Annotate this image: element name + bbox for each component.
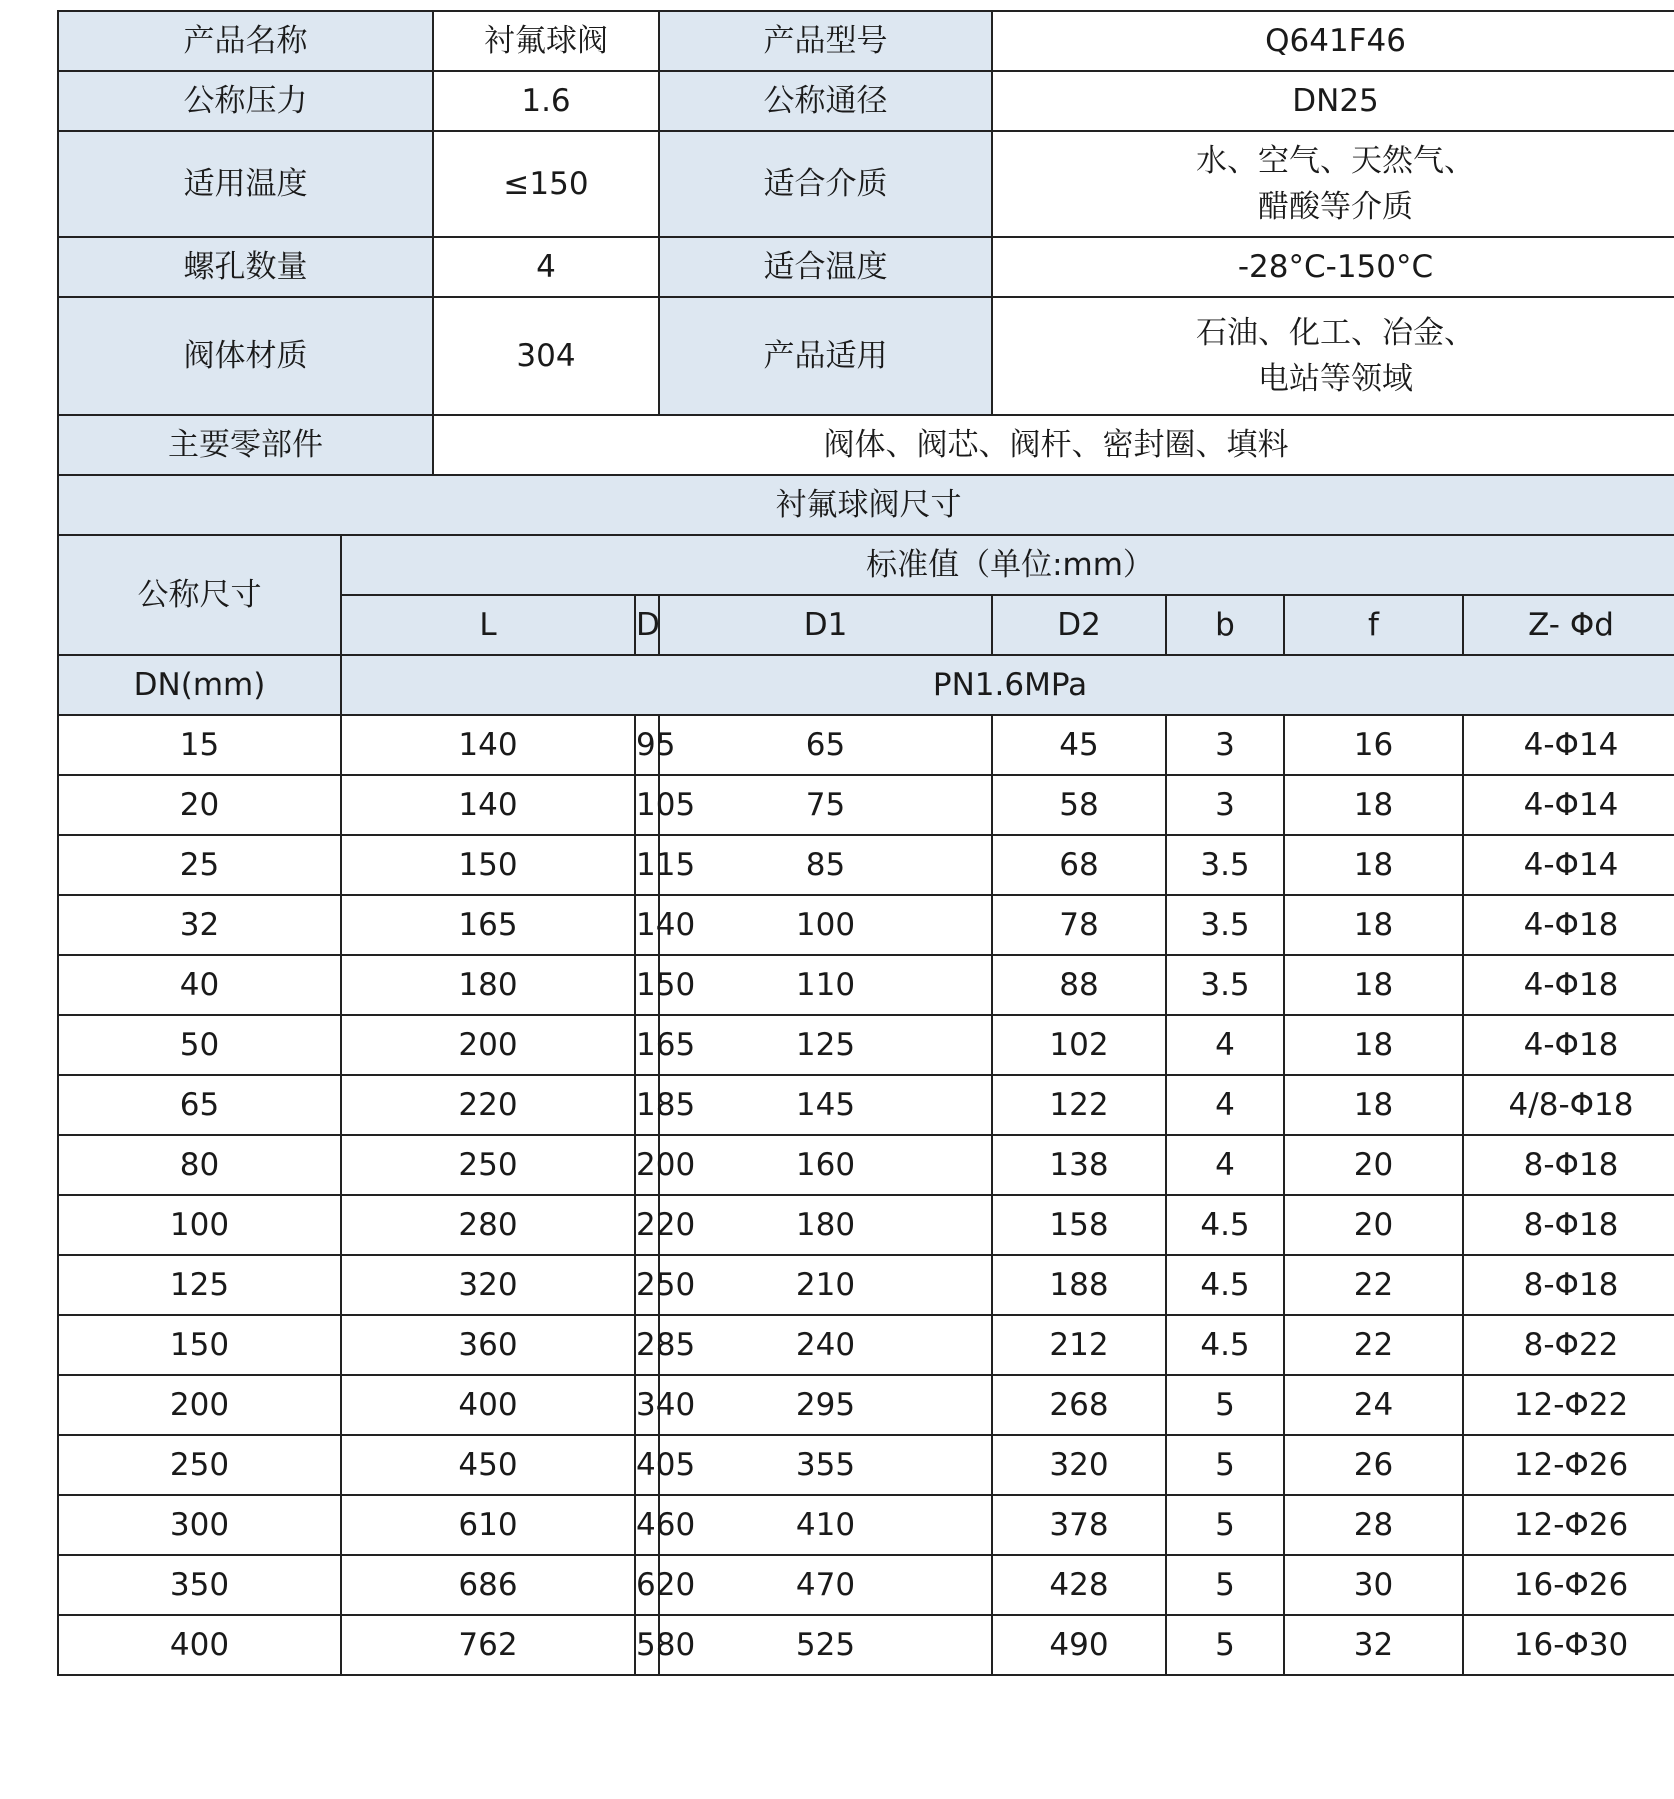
table-row xyxy=(58,715,1674,775)
z-phi-d-cell: 16-Φ26 xyxy=(1463,1555,1674,1615)
b-cell: 5 xyxy=(1166,1555,1284,1615)
f-cell: 18 xyxy=(1284,1075,1463,1135)
d-cell: 220 xyxy=(635,1195,659,1255)
dn-cell: 32 xyxy=(58,895,341,955)
b-cell: 3 xyxy=(1166,715,1284,775)
b-cell: 4 xyxy=(1166,1075,1284,1135)
dn-cell: 80 xyxy=(58,1135,341,1195)
l-cell: 320 xyxy=(341,1255,635,1315)
f-cell: 18 xyxy=(1284,895,1463,955)
valve-spec-table xyxy=(57,10,1674,1676)
d-cell: 285 xyxy=(635,1315,659,1375)
table-row xyxy=(58,835,1674,895)
b-cell: 3.5 xyxy=(1166,955,1284,1015)
d1-cell: 525 xyxy=(659,1615,992,1675)
temperature-label: 适用温度 xyxy=(58,131,433,237)
bolt-count-value: 4 xyxy=(433,237,659,297)
z-phi-d-cell: 8-Φ18 xyxy=(1463,1255,1674,1315)
dn-cell: 300 xyxy=(58,1495,341,1555)
suit-temperature-value: -28°C-150°C xyxy=(992,237,1674,297)
temperature-value: ≤150 xyxy=(433,131,659,237)
z-phi-d-cell: 8-Φ18 xyxy=(1463,1135,1674,1195)
z-phi-d-cell: 4-Φ18 xyxy=(1463,1015,1674,1075)
table-row xyxy=(58,1075,1674,1135)
d2-cell: 78 xyxy=(992,895,1166,955)
table-row xyxy=(58,1255,1674,1315)
l-cell: 280 xyxy=(341,1195,635,1255)
d2-cell: 122 xyxy=(992,1075,1166,1135)
d-cell: 340 xyxy=(635,1375,659,1435)
column-header-d: D xyxy=(635,595,659,655)
z-phi-d-cell: 12-Φ26 xyxy=(1463,1435,1674,1495)
f-cell: 24 xyxy=(1284,1375,1463,1435)
d-cell: 580 xyxy=(635,1615,659,1675)
table-row xyxy=(58,1555,1674,1615)
d1-cell: 470 xyxy=(659,1555,992,1615)
product-model-label: 产品型号 xyxy=(659,11,992,71)
pressure-value: 1.6 xyxy=(433,71,659,131)
f-cell: 18 xyxy=(1284,775,1463,835)
d-cell: 115 xyxy=(635,835,659,895)
column-header-z-phi-d: Z- Φd xyxy=(1463,595,1674,655)
dn-cell: 25 xyxy=(58,835,341,895)
d-cell: 140 xyxy=(635,895,659,955)
table-row xyxy=(58,895,1674,955)
z-phi-d-cell: 12-Φ26 xyxy=(1463,1495,1674,1555)
dn-cell: 20 xyxy=(58,775,341,835)
info-row xyxy=(58,11,1674,71)
bore-label: 公称通径 xyxy=(659,71,992,131)
b-cell: 4 xyxy=(1166,1015,1284,1075)
dn-cell: 50 xyxy=(58,1015,341,1075)
column-header-l: L xyxy=(341,595,635,655)
l-cell: 360 xyxy=(341,1315,635,1375)
l-cell: 165 xyxy=(341,895,635,955)
d2-cell: 158 xyxy=(992,1195,1166,1255)
b-cell: 4.5 xyxy=(1166,1315,1284,1375)
pressure-label: 公称压力 xyxy=(58,71,433,131)
bolt-count-label: 螺孔数量 xyxy=(58,237,433,297)
medium-label: 适合介质 xyxy=(659,131,992,237)
d-cell: 185 xyxy=(635,1075,659,1135)
d2-cell: 320 xyxy=(992,1435,1166,1495)
l-cell: 686 xyxy=(341,1555,635,1615)
table-row xyxy=(58,1135,1674,1195)
d1-cell: 75 xyxy=(659,775,992,835)
f-cell: 22 xyxy=(1284,1315,1463,1375)
table-row xyxy=(58,1495,1674,1555)
l-cell: 150 xyxy=(341,835,635,895)
dimensions-title: 衬氟球阀尺寸 xyxy=(58,475,1674,535)
application-label: 产品适用 xyxy=(659,297,992,415)
info-row xyxy=(58,297,1674,415)
column-header-b: b xyxy=(1166,595,1284,655)
info-row xyxy=(58,71,1674,131)
b-cell: 4 xyxy=(1166,1135,1284,1195)
dn-cell: 250 xyxy=(58,1435,341,1495)
b-cell: 4.5 xyxy=(1166,1255,1284,1315)
dn-cell: 150 xyxy=(58,1315,341,1375)
dn-cell: 125 xyxy=(58,1255,341,1315)
d-cell: 105 xyxy=(635,775,659,835)
dn-unit-header: DN(mm) xyxy=(58,655,341,715)
dimension-header-row xyxy=(58,535,1674,595)
f-cell: 28 xyxy=(1284,1495,1463,1555)
info-row xyxy=(58,415,1674,475)
column-header-d2: D2 xyxy=(992,595,1166,655)
application-value-line1: 石油、化工、冶金、 xyxy=(1196,314,1476,351)
product-model-value: Q641F46 xyxy=(992,11,1674,71)
f-cell: 26 xyxy=(1284,1435,1463,1495)
parts-value: 阀体、阀芯、阀杆、密封圈、填料 xyxy=(433,415,1674,475)
d1-cell: 85 xyxy=(659,835,992,895)
d-cell: 460 xyxy=(635,1495,659,1555)
medium-value xyxy=(992,131,1674,237)
d2-cell: 188 xyxy=(992,1255,1166,1315)
f-cell: 20 xyxy=(1284,1195,1463,1255)
d1-cell: 110 xyxy=(659,955,992,1015)
z-phi-d-cell: 16-Φ30 xyxy=(1463,1615,1674,1675)
d1-cell: 210 xyxy=(659,1255,992,1315)
l-cell: 180 xyxy=(341,955,635,1015)
d-cell: 250 xyxy=(635,1255,659,1315)
b-cell: 5 xyxy=(1166,1615,1284,1675)
f-cell: 32 xyxy=(1284,1615,1463,1675)
d2-cell: 428 xyxy=(992,1555,1166,1615)
d1-cell: 125 xyxy=(659,1015,992,1075)
dn-cell: 65 xyxy=(58,1075,341,1135)
d1-cell: 145 xyxy=(659,1075,992,1135)
d-cell: 150 xyxy=(635,955,659,1015)
z-phi-d-cell: 4-Φ18 xyxy=(1463,955,1674,1015)
d2-cell: 88 xyxy=(992,955,1166,1015)
d2-cell: 45 xyxy=(992,715,1166,775)
f-cell: 18 xyxy=(1284,955,1463,1015)
z-phi-d-cell: 8-Φ18 xyxy=(1463,1195,1674,1255)
d2-cell: 212 xyxy=(992,1315,1166,1375)
z-phi-d-cell: 12-Φ22 xyxy=(1463,1375,1674,1435)
product-name-value: 衬氟球阀 xyxy=(433,11,659,71)
table-row xyxy=(58,1315,1674,1375)
d1-cell: 240 xyxy=(659,1315,992,1375)
d-cell: 405 xyxy=(635,1435,659,1495)
d1-cell: 180 xyxy=(659,1195,992,1255)
application-value xyxy=(992,297,1674,415)
pressure-class-header: PN1.6MPa xyxy=(341,655,1674,715)
z-phi-d-cell: 8-Φ22 xyxy=(1463,1315,1674,1375)
b-cell: 3.5 xyxy=(1166,895,1284,955)
l-cell: 610 xyxy=(341,1495,635,1555)
column-header-f: f xyxy=(1284,595,1463,655)
table-row xyxy=(58,1195,1674,1255)
z-phi-d-cell: 4-Φ14 xyxy=(1463,835,1674,895)
info-row xyxy=(58,237,1674,297)
column-header-d1: D1 xyxy=(659,595,992,655)
d2-cell: 68 xyxy=(992,835,1166,895)
f-cell: 30 xyxy=(1284,1555,1463,1615)
d2-cell: 58 xyxy=(992,775,1166,835)
z-phi-d-cell: 4-Φ18 xyxy=(1463,895,1674,955)
d1-cell: 160 xyxy=(659,1135,992,1195)
b-cell: 3 xyxy=(1166,775,1284,835)
d1-cell: 410 xyxy=(659,1495,992,1555)
l-cell: 140 xyxy=(341,775,635,835)
d2-cell: 378 xyxy=(992,1495,1166,1555)
table-row xyxy=(58,775,1674,835)
suit-temperature-label: 适合温度 xyxy=(659,237,992,297)
medium-value-line2: 醋酸等介质 xyxy=(1258,189,1414,225)
medium-value-line1: 水、空气、天然气、 xyxy=(1196,142,1476,179)
l-cell: 140 xyxy=(341,715,635,775)
d1-cell: 295 xyxy=(659,1375,992,1435)
section-title-row xyxy=(58,475,1674,535)
d1-cell: 100 xyxy=(659,895,992,955)
application-value-line2: 电站等领域 xyxy=(1258,361,1414,397)
b-cell: 5 xyxy=(1166,1495,1284,1555)
d2-cell: 102 xyxy=(992,1015,1166,1075)
z-phi-d-cell: 4-Φ14 xyxy=(1463,775,1674,835)
f-cell: 22 xyxy=(1284,1255,1463,1315)
l-cell: 250 xyxy=(341,1135,635,1195)
b-cell: 5 xyxy=(1166,1375,1284,1435)
standard-value-header: 标准值（单位:mm） xyxy=(341,535,1674,595)
d1-cell: 65 xyxy=(659,715,992,775)
f-cell: 18 xyxy=(1284,1015,1463,1075)
dn-cell: 200 xyxy=(58,1375,341,1435)
d2-cell: 268 xyxy=(992,1375,1166,1435)
d1-cell: 355 xyxy=(659,1435,992,1495)
f-cell: 18 xyxy=(1284,835,1463,895)
table-row xyxy=(58,1615,1674,1675)
b-cell: 4.5 xyxy=(1166,1195,1284,1255)
dn-cell: 40 xyxy=(58,955,341,1015)
product-name-label: 产品名称 xyxy=(58,11,433,71)
dn-cell: 15 xyxy=(58,715,341,775)
f-cell: 20 xyxy=(1284,1135,1463,1195)
d-cell: 165 xyxy=(635,1015,659,1075)
material-value: 304 xyxy=(433,297,659,415)
table-row xyxy=(58,1435,1674,1495)
table-row xyxy=(58,1015,1674,1075)
parts-label: 主要零部件 xyxy=(58,415,433,475)
d2-cell: 490 xyxy=(992,1615,1166,1675)
dn-cell: 100 xyxy=(58,1195,341,1255)
dn-cell: 350 xyxy=(58,1555,341,1615)
b-cell: 3.5 xyxy=(1166,835,1284,895)
b-cell: 5 xyxy=(1166,1435,1284,1495)
table-row xyxy=(58,955,1674,1015)
l-cell: 762 xyxy=(341,1615,635,1675)
z-phi-d-cell: 4-Φ14 xyxy=(1463,715,1674,775)
d-cell: 95 xyxy=(635,715,659,775)
l-cell: 450 xyxy=(341,1435,635,1495)
l-cell: 220 xyxy=(341,1075,635,1135)
bore-value: DN25 xyxy=(992,71,1674,131)
l-cell: 200 xyxy=(341,1015,635,1075)
material-label: 阀体材质 xyxy=(58,297,433,415)
info-row xyxy=(58,131,1674,237)
d2-cell: 138 xyxy=(992,1135,1166,1195)
d-cell: 620 xyxy=(635,1555,659,1615)
nominal-size-header: 公称尺寸 xyxy=(58,535,341,655)
z-phi-d-cell: 4/8-Φ18 xyxy=(1463,1075,1674,1135)
table-row xyxy=(58,1375,1674,1435)
f-cell: 16 xyxy=(1284,715,1463,775)
dn-cell: 400 xyxy=(58,1615,341,1675)
d-cell: 200 xyxy=(635,1135,659,1195)
pressure-class-row xyxy=(58,655,1674,715)
l-cell: 400 xyxy=(341,1375,635,1435)
